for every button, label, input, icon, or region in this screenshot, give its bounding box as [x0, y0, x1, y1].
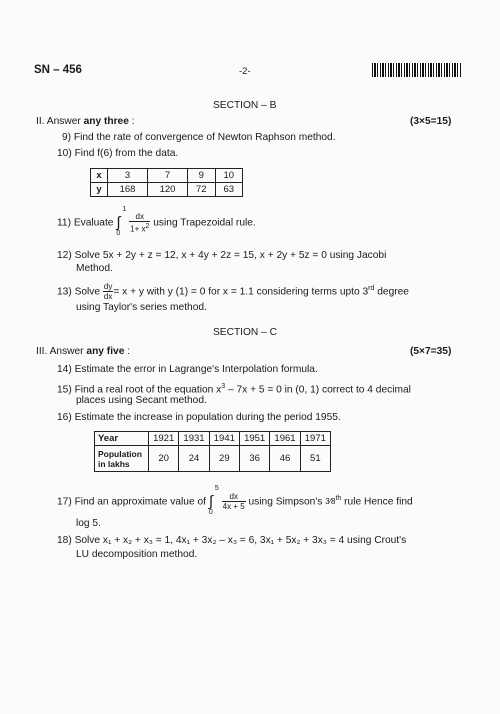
fraction: $\frac{dx}{1+ x^2}$ — [130, 212, 150, 234]
table-cell: 168 — [108, 183, 148, 197]
question-18-cont: LU decomposition method. — [76, 549, 198, 560]
question-13-cont: using Taylor's series method. — [76, 302, 207, 313]
page-number: -2- — [239, 66, 251, 77]
section-b-marks: (3×5=15) — [410, 116, 452, 127]
table-header-x: x — [91, 169, 108, 183]
question-17-cont: log 5. — [76, 518, 101, 529]
integral-lower-limit: 0 — [208, 509, 213, 517]
table-cell: 1941 — [209, 432, 239, 446]
table-cell: 3 — [108, 169, 148, 183]
table-cell: 51 — [300, 446, 330, 472]
question-15-cont: places using Secant method. — [76, 395, 207, 406]
table-cell: 1921 — [149, 432, 179, 446]
table-cell: 1961 — [270, 432, 300, 446]
integral-upper-limit: 1 — [122, 206, 127, 214]
table-cell: 46 — [270, 446, 300, 472]
fraction: $\frac{dy}{dx}$ — [103, 282, 113, 302]
table-cell: 72 — [188, 183, 215, 197]
section-c-instruction: III. Answer any five : — [36, 346, 131, 357]
section-b-instruction: II. Answer any three : — [36, 116, 135, 127]
table-cell: 20 — [149, 446, 179, 472]
table-cell: 1971 — [300, 432, 330, 446]
paper-code: SN – 456 — [34, 64, 82, 76]
table-header-year: Year — [95, 432, 149, 446]
simpson-fraction: 3⁄8 — [325, 496, 336, 506]
question-13: 13) Solve $\frac{dy}{dx}$ = x + y with y (1) = 0 for x = 1.1 considering terms upto 3rd degree — [57, 282, 409, 302]
integral-symbol: ∫ — [208, 493, 213, 511]
table-cell: 24 — [179, 446, 209, 472]
question-17: 17) Find an approximate value of ∫ 5 0 $\frac{dx}{4x + 5}$ using Simpson's 3⁄8th rule Hence find — [57, 492, 413, 511]
table-cell: 36 — [239, 446, 269, 472]
table-cell: 9 — [188, 169, 215, 183]
question-12: 12) Solve 5x + 2y + z = 12, x + 4y + 2z = 15, x + 2y + 5z = 0 using Jacobi — [57, 250, 387, 261]
question-12-cont: Method. — [76, 263, 113, 274]
population-table — [94, 431, 331, 472]
integral-lower-limit: 0 — [116, 230, 121, 238]
question-11: 11) Evaluate ∫ 1 0 $\frac{dx}{1+ x^2}$ using Trapezoidal rule. — [57, 212, 256, 234]
question-14: 14) Estimate the error in Lagrange's Interpolation formula. — [57, 364, 318, 375]
table-header-y: y — [91, 183, 108, 197]
barcode — [372, 63, 461, 77]
question-18: 18) Solve x₁ + x₂ + x₃ = 1, 4x₁ + 3x₂ – x₃ = 6, 3x₁ + 5x₂ + 3x₃ = 4 using Crout's — [57, 535, 407, 546]
section-b-title: SECTION – B — [213, 100, 277, 111]
fraction: $\frac{dx}{4x + 5}$ — [222, 492, 245, 512]
table-cell: 63 — [215, 183, 243, 197]
table-header-population: Population in lakhs — [95, 446, 149, 472]
question-16: 16) Estimate the increase in population during the period 1955. — [57, 412, 341, 423]
section-c-marks: (5×7=35) — [410, 346, 452, 357]
table-cell: 120 — [148, 183, 188, 197]
integral-upper-limit: 5 — [214, 485, 219, 493]
table-cell: 1951 — [239, 432, 269, 446]
table-cell: 1931 — [179, 432, 209, 446]
question-9: 9) Find the rate of convergence of Newton Raphson method. — [62, 132, 336, 143]
table-cell: 29 — [209, 446, 239, 472]
question-15: 15) Find a real root of the equation $x^3 - 7x + 5 = 0$ in (0, 1) correct to 4 decimal — [57, 383, 411, 396]
data-table-xy — [90, 168, 243, 197]
question-10: 10) Find f(6) from the data. — [57, 148, 179, 159]
table-cell: 10 — [215, 169, 243, 183]
section-c-title: SECTION – C — [213, 327, 277, 338]
integral-symbol: ∫ — [116, 214, 121, 232]
table-cell: 7 — [148, 169, 188, 183]
